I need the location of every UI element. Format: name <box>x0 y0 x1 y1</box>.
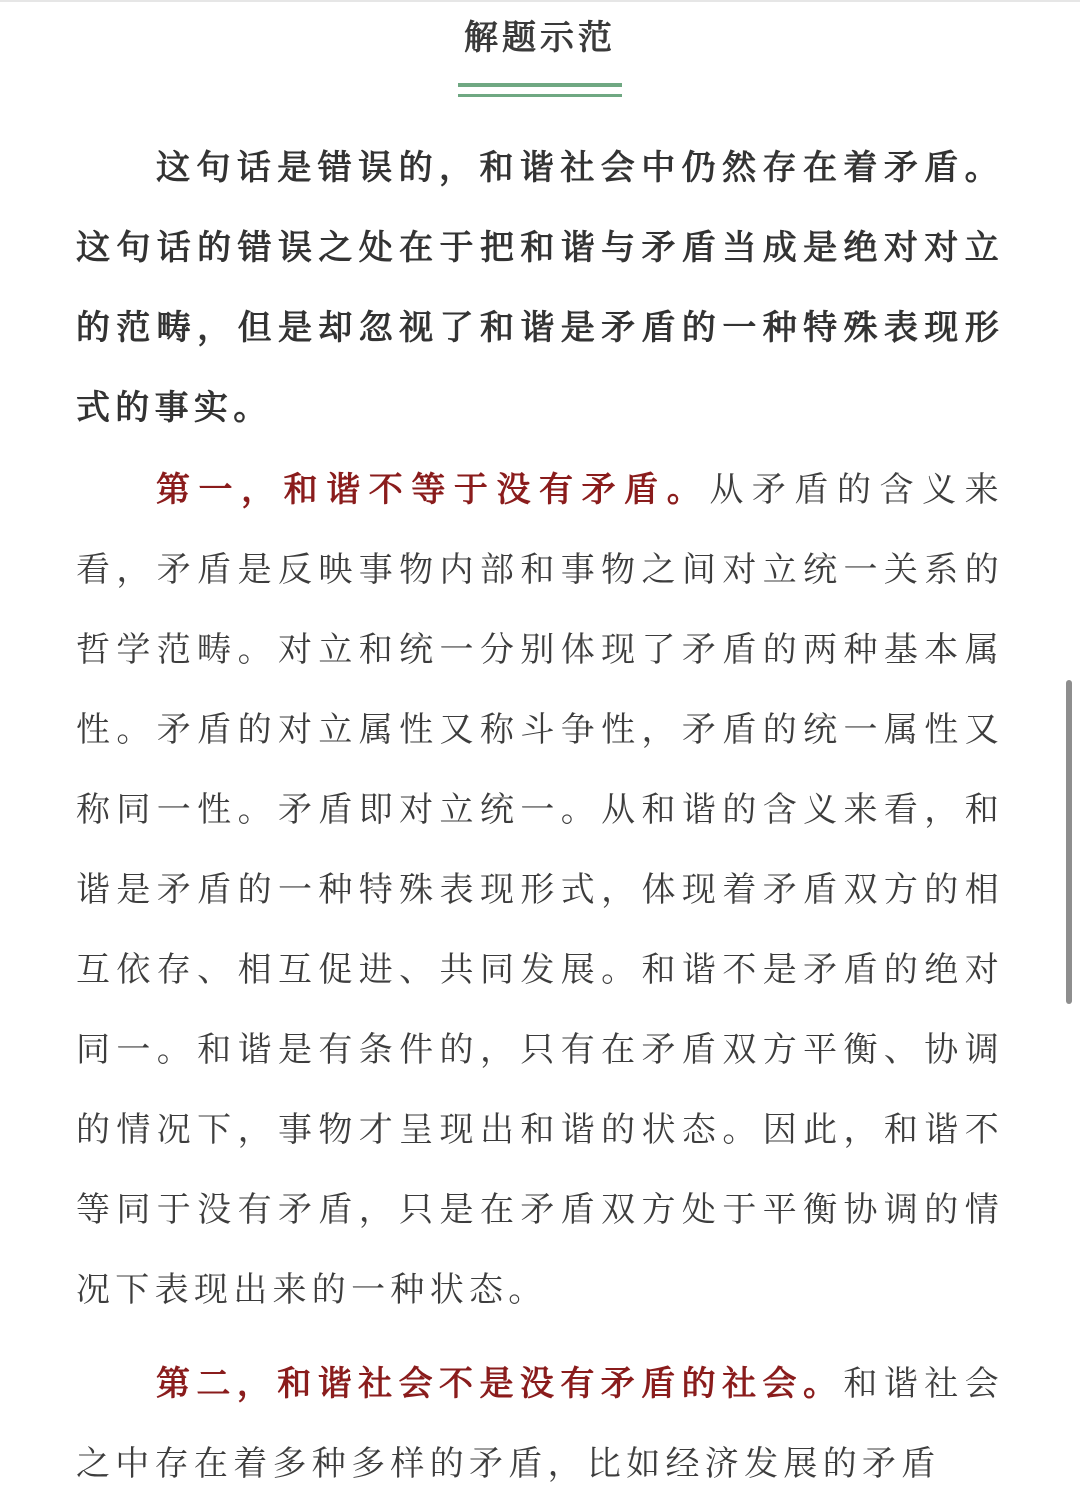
paragraph-point-two <box>76 1344 1004 1504</box>
article-body <box>76 128 1004 1504</box>
title-underline-bottom <box>458 94 622 97</box>
point-two-text: 和谐社会之中存在着多种多样的矛盾，比如经济发展的矛盾 <box>76 1364 1004 1484</box>
paragraph-intro-text: 这句话是错误的，和谐社会中仍然存在着矛盾。这句话的错误之处在于把和谐与矛盾当成是绝对对立的范畴，但是却忽视了和谐是矛盾的一种特殊表现形式的事实。 <box>76 148 1004 428</box>
point-two-heading: 第二，和谐社会不是没有矛盾的社会。 <box>156 1364 844 1404</box>
point-one-heading: 第一，和谐不等于没有矛盾。 <box>156 470 710 510</box>
section-header <box>0 0 1080 110</box>
paragraph-point-one <box>76 450 1004 1330</box>
title-underline-top <box>458 83 622 87</box>
vertical-scrollbar[interactable] <box>1066 680 1072 1004</box>
section-title: 解题示范 <box>464 18 616 58</box>
point-one-text: 从矛盾的含义来看，矛盾是反映事物内部和事物之间对立统一关系的哲学范畴。对立和统一分别体现了矛盾的两种基本属性。矛盾的对立属性又称斗争性，矛盾的统一属性又称同一性。矛盾即对立统一。从和谐的含义来看，和谐是矛盾的一种特殊表现形式，体现着矛盾双方的相互依存、相互促进、共同发展。和谐不是矛盾的绝对同一。和谐是有条件的，只有在矛盾双方平衡、协调的情况下，事物才呈现出和谐的状态。因此，和谐不等同于没有矛盾，只是在矛盾双方处于平衡协调的情况下表现出来的一种状态。 <box>76 470 1004 1310</box>
paragraph-intro <box>76 128 1004 448</box>
